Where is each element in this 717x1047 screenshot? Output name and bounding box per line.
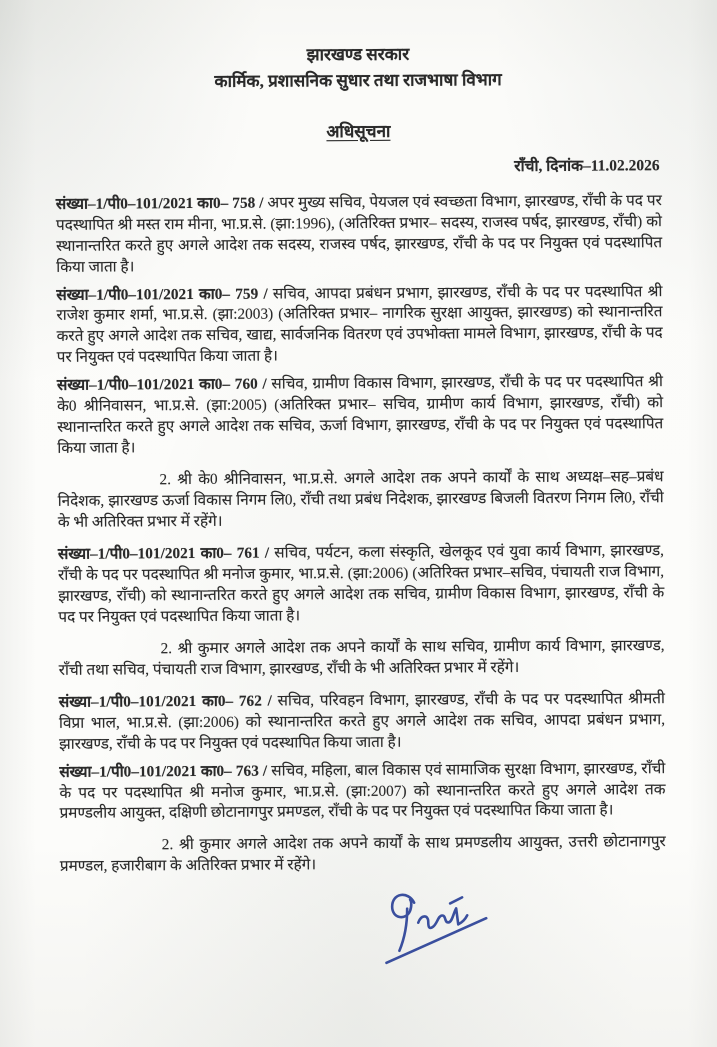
order-paragraph-758 bbox=[56, 191, 663, 279]
government-name: झारखण्ड सरकार bbox=[306, 44, 410, 65]
handwritten-signature-icon bbox=[380, 886, 499, 975]
notification-heading bbox=[55, 117, 661, 144]
department-name: कार्मिक, प्रशासनिक सुधार तथा राजभाषा विभाग bbox=[214, 70, 502, 92]
order-number-prefix: संख्या–1/पी0–101/2021 का0– 760 / bbox=[56, 375, 267, 395]
order-number-prefix: संख्या–1/पी0–101/2021 का0– 762 / bbox=[58, 692, 272, 711]
order-body-text: सचिव, परिवहन विभाग, झारखण्ड, राँची के पद पर पदस्थापित श्रीमती विप्रा भाल, भा.प्र.से. (झा:2006) को स्थानान्तरित करते हुए अगले आदेश तक सचिव, आपदा प्रबंधन प्रभाग, झारखण्ड, राँची के पद पर नियुक्त एवं पदस्थापित किया जाता है। bbox=[58, 689, 666, 753]
sub-clause-kumar-761: 2. श्री कुमार अगले आदेश तक अपने कार्यों के साथ सचिव, ग्रामीण कार्य विभाग, झारखण्ड, राँची तथा सचिव, पंचायती राज विभाग, झारखण्ड, राँची के भी अतिरिक्त प्रभार में रहेंगे। bbox=[58, 636, 665, 679]
order-number-prefix: संख्या–1/पी0–101/2021 का0– 761 / bbox=[57, 544, 270, 563]
order-paragraph-759 bbox=[56, 282, 663, 370]
order-body-text: सचिव, ग्रामीण विकास विभाग, झारखण्ड, राँची के पद पर पदस्थापित श्री के0 श्रीनिवासन, भा.प्र.से. (झा:2005) (अतिरिक्त प्रभार– सचिव, ग्रामीण कार्य विभाग, झारखण्ड, राँची) को स्थानान्तरित करते हुए अगले आदेश तक सचिव, ऊर्जा विभाग, झारखण्ड, राँची के पद पर नियुक्त एवं पदस्थापित किया जाता है। bbox=[57, 373, 664, 458]
order-body-text: सचिव, पर्यटन, कला संस्कृति, खेलकूद एवं युवा कार्य विभाग, झारखण्ड, राँची के पद पर पदस्थापित श्री मनोज कुमार, भा.प्र.से. (झा:2006) (अतिरिक्त प्रभार–सचिव, पंचायती राज विभाग, झारखण्ड, राँची) को स्थानान्तरित करते हुए अगले आदेश तक सचिव, ग्रामीण विकास विभाग, झारखण्ड, राँची के पद पर नियुक्त एवं पदस्थापित किया जाता है। bbox=[58, 542, 665, 626]
sub-clause-srinivasan: 2. श्री के0 श्रीनिवासन, भा.प्र.से. अगले आदेश तक अपने कार्यों के साथ अध्यक्ष–सह–प्रबंध निदेशक, झारखण्ड ऊर्जा विकास निगम लि0, राँची तथा प्रबंध निदेशक, झारखण्ड बिजली वितरण निगम लि0, राँची के भी अतिरिक्त प्रभार में रहेंगे। bbox=[57, 468, 664, 531]
order-number-prefix: संख्या–1/पी0–101/2021 का0– 758 / bbox=[55, 194, 264, 213]
place-and-date: राँची, दिनांक–11.02.2026 bbox=[514, 156, 660, 175]
order-number-prefix: संख्या–1/पी0–101/2021 का0– 759 / bbox=[56, 285, 268, 304]
order-paragraph-763 bbox=[59, 759, 665, 826]
order-body-text: सचिव, आपदा प्रबंधन प्रभाग, झारखण्ड, राँची के पद पर पदस्थापित श्री राजेश कुमार शर्मा, भा.प्र.से. (झा:2003) (अतिरिक्त प्रभार– नागरिक सुरक्षा आयुक्त, झारखण्ड) को स्थानान्तरित करते हुए अगले आदेश तक सचिव, खाद्य, सार्वजनिक वितरण एवं उपभोक्ता मामले विभाग, झारखण्ड, राँची के पद पर नियुक्त एवं पदस्थापित किया जाता है। bbox=[56, 282, 663, 367]
order-paragraph-762 bbox=[59, 689, 665, 756]
order-number-prefix: संख्या–1/पी0–101/2021 का0– 763 / bbox=[59, 762, 268, 781]
order-body-text: अपर मुख्य सचिव, पेयजल एवं स्वच्छता विभाग, झारखण्ड, राँची के पद पर पदस्थापित श्री मस्त राम मीना, भा.प्र.से. (झा:1996), (अतिरिक्त प्रभार– सदस्य, राजस्व पर्षद, झारखण्ड, राँची) को स्थानान्तरित करते हुए अगले आदेश तक सदस्य, राजस्व पर्षद, झारखण्ड, राँची के पद पर नियुक्त एवं पदस्थापित किया जाता है। bbox=[55, 191, 663, 276]
notification-heading-text: अधिसूचना bbox=[326, 121, 391, 141]
signature-area bbox=[60, 885, 667, 981]
order-paragraph-760 bbox=[57, 372, 664, 460]
sub-clause-kumar-763: 2. श्री कुमार अगले आदेश तक अपने कार्यों के साथ प्रमण्डलीय आयुक्त, उत्तरी छोटानागपुर प्रमण्डल, हजारीबाग के अतिरिक्त प्रभार में रहेंगे। bbox=[59, 833, 666, 876]
order-paragraph-761 bbox=[58, 541, 665, 629]
order-body-text: सचिव, महिला, बाल विकास एवं सामाजिक सुरक्षा विभाग, झारखण्ड, राँची के पद पर पदस्थापित श्री मनोज कुमार, भा.प्र.से. (झा:2007) को स्थानान्तरित करते हुए अगले आदेश तक प्रमण्डलीय आयुक्त, दक्षिणी छोटानागपुर प्रमण्डल, राँची के पद पर नियुक्त एवं पदस्थापित किया जाता है। bbox=[59, 759, 666, 823]
order-paragraphs bbox=[56, 191, 666, 878]
